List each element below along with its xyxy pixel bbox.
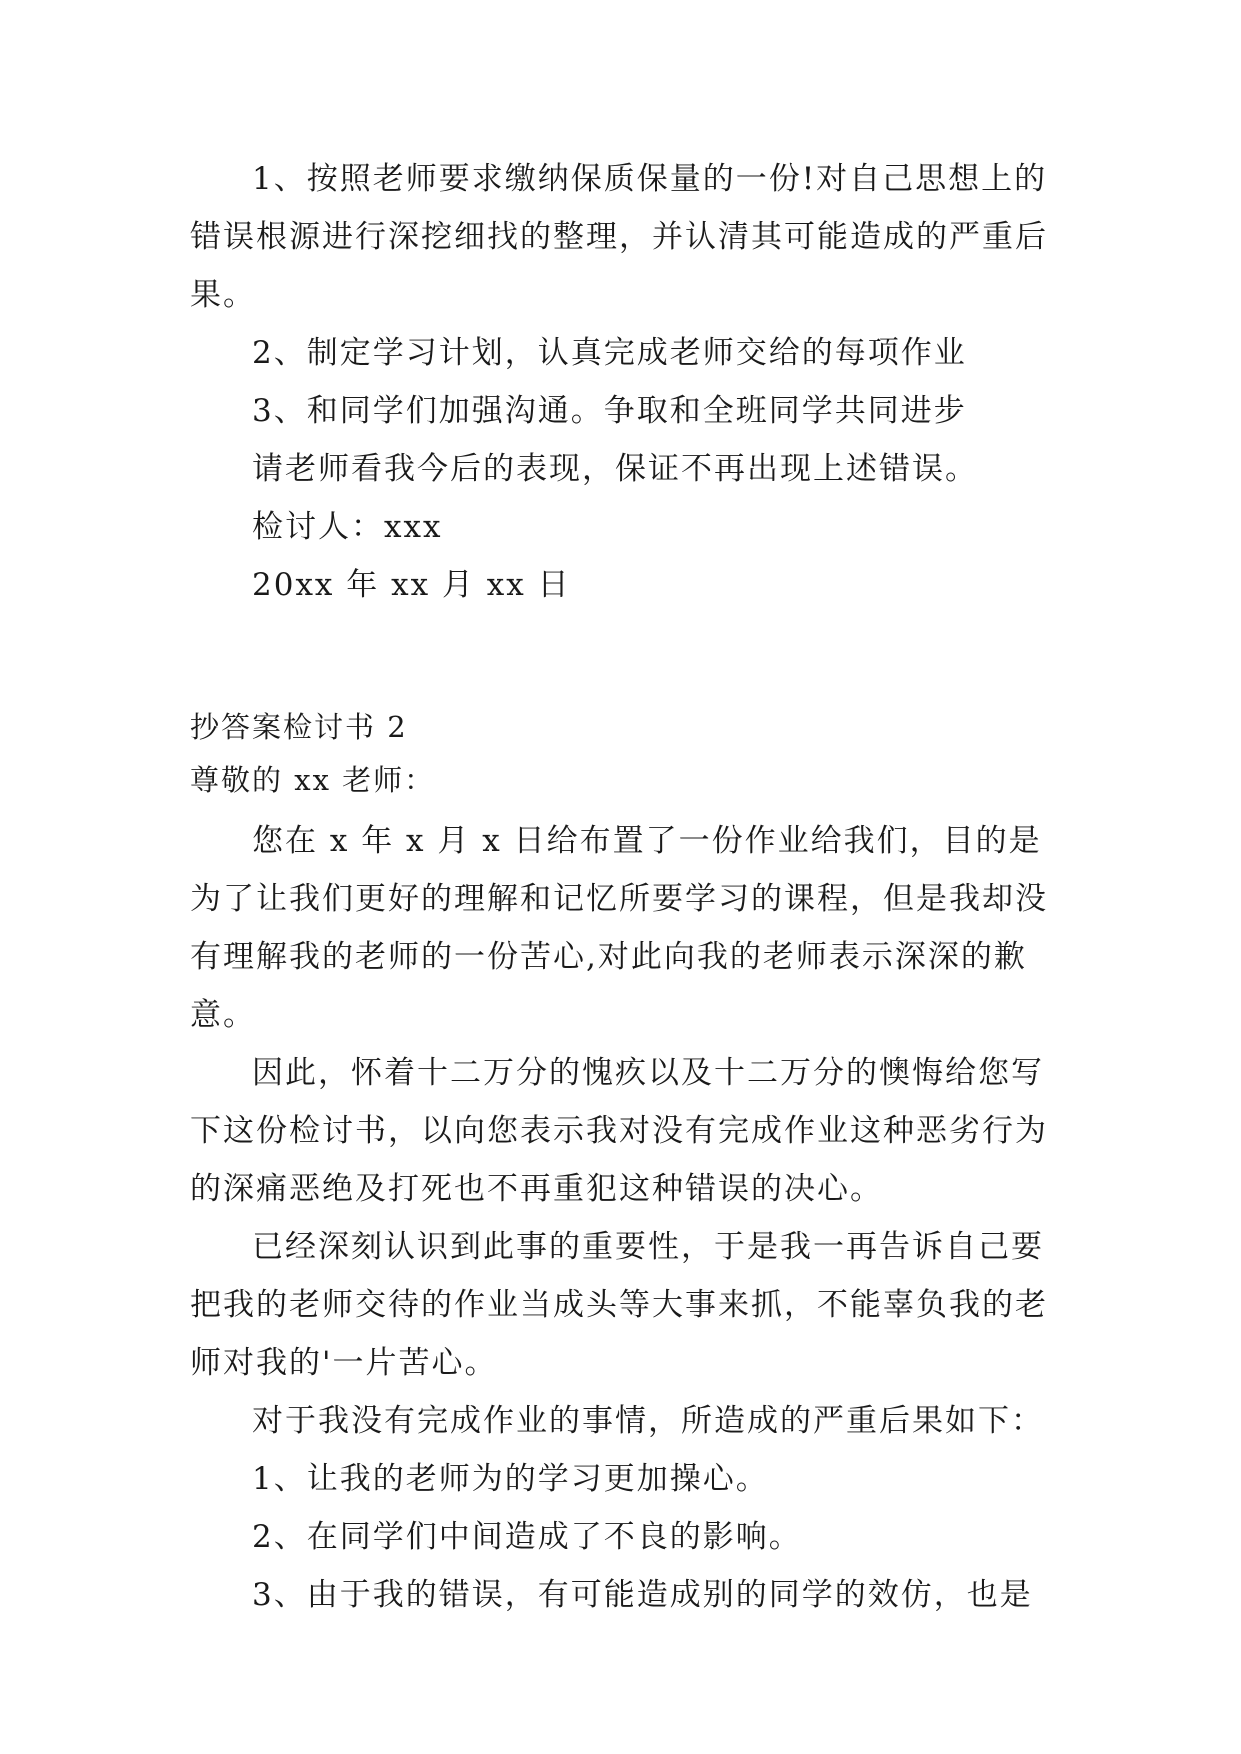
paragraph-item-3: 3、和同学们加强沟通。争取和全班同学共同进步	[252, 393, 967, 429]
paragraph-item-2: 2、制定学习计划，认真完成老师交给的每项作业	[252, 335, 967, 371]
paragraph-3: 已经深刻认识到此事的重要性，于是我一再告诉自己要把我的老师交待的作业当成头等大事来抓，不能辜负我的老师对我的'一片苦心。	[190, 1229, 1048, 1381]
section-title: 抄答案检讨书 2	[190, 710, 408, 744]
paragraph-closing: 请老师看我今后的表现，保证不再出现上述错误。	[252, 451, 978, 487]
consequence-3: 3、由于我的错误，有可能造成别的同学的效仿，也是	[252, 1577, 1033, 1613]
signature-line: 检讨人：xxx	[252, 509, 443, 545]
paragraph-2: 因此，怀着十二万分的愧疚以及十二万分的懊悔给您写下这份检讨书，以向您表示我对没有完成作业这种恶劣行为的深痛恶绝及打死也不再重犯这种错误的决心。	[190, 1055, 1048, 1207]
paragraph-4: 对于我没有完成作业的事情，所造成的严重后果如下：	[252, 1403, 1044, 1439]
paragraph-1: 您在 x 年 x 月 x 日给布置了一份作业给我们，目的是为了让我们更好的理解和记忆所要学习的课程，但是我却没有理解我的老师的一份苦心,对此向我的老师表示深深的歉意。	[190, 823, 1048, 1033]
document-page	[190, 150, 1060, 1624]
date-line: 20xx 年 xx 月 xx 日	[252, 567, 571, 603]
salutation: 尊敬的 xx 老师：	[190, 763, 436, 797]
consequence-1: 1、让我的老师为的学习更加操心。	[252, 1461, 769, 1497]
consequence-2: 2、在同学们中间造成了不良的影响。	[252, 1519, 802, 1555]
section-gap	[190, 614, 1060, 702]
paragraph-item-1: 1、按照老师要求缴纳保质保量的一份!对自己思想上的错误根源进行深挖细找的整理，并认清其可能造成的严重后果。	[190, 161, 1048, 313]
